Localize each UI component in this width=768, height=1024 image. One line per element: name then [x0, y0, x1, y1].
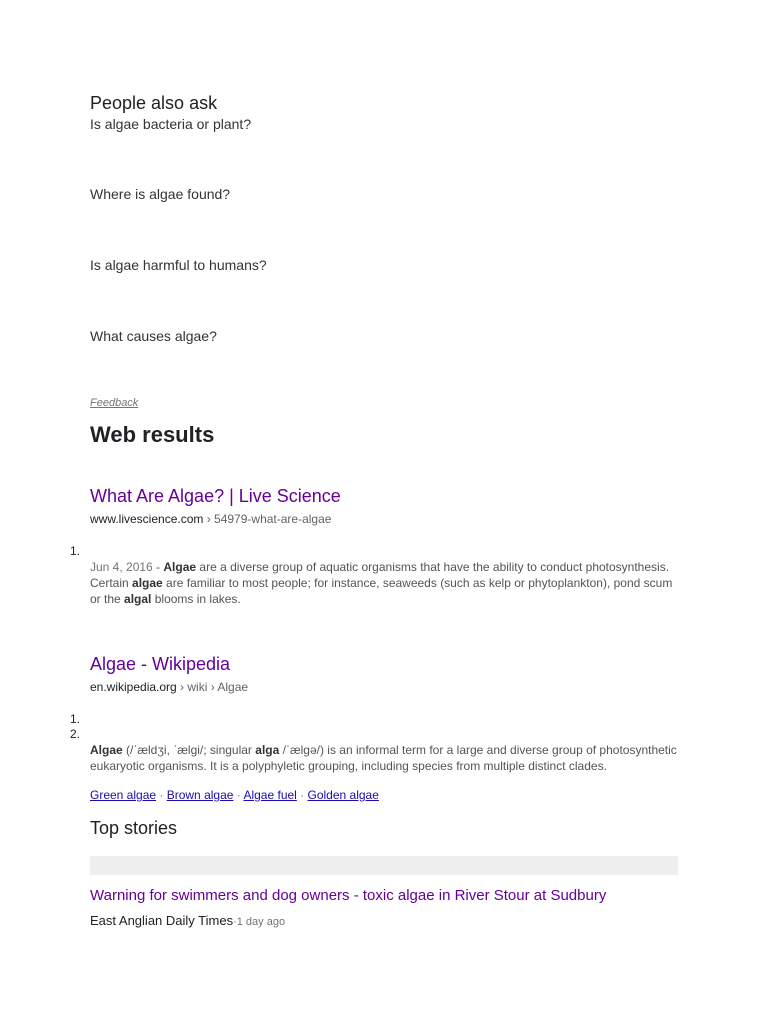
url-host: en.wikipedia.org	[90, 680, 177, 694]
top-stories-image-placeholder	[90, 856, 678, 875]
snippet-text: are familiar to most people; for instance, seaweeds (such as kelp or phytoplankton), pond scum or the	[90, 576, 673, 606]
snippet-text: blooms in lakes.	[151, 592, 241, 606]
snippet-bold: Algae	[163, 560, 197, 574]
people-also-ask-heading: People also ask	[90, 93, 218, 113]
snippet-text: -	[152, 560, 164, 574]
snippet-text: are a diverse group of aquatic organisms that have the ability to conduct photosynthesis. Certain	[90, 560, 670, 590]
sitelink-separator: ·	[233, 788, 244, 802]
result-url-wikipedia	[90, 680, 248, 694]
snippet-bold: alga	[255, 743, 280, 757]
story-separator: ·	[233, 916, 237, 928]
result-url-livescience	[90, 512, 331, 526]
snippet-text: (/ˈældʒi, ˈælɡi/; singular	[122, 743, 256, 757]
sitelink-separator: ·	[296, 788, 308, 802]
url-path: › 54979-what-are-algae	[203, 512, 332, 526]
story-meta	[90, 913, 285, 928]
list-number: 2.	[70, 727, 81, 741]
story-time: 1 day ago	[236, 916, 286, 928]
sitelink-separator: ·	[156, 788, 167, 802]
sitelinks	[90, 788, 379, 802]
paa-question-1[interactable]: Is algae bacteria or plant?	[90, 116, 252, 132]
url-path: › wiki › Algae	[176, 680, 249, 694]
list-number: 1.	[70, 544, 81, 558]
snippet-text: /ˈælɡə/) is an informal term for a large and diverse group of photosynthetic eukaryotic organisms. It is a polyphyletic grouping, including species from multiple distinct clades.	[90, 743, 677, 773]
story-source: East Anglian Daily Times	[90, 913, 234, 928]
result-title-wikipedia[interactable]: Algae - Wikipedia	[90, 654, 231, 674]
result-snippet-wikipedia	[90, 742, 680, 774]
result-snippet-livescience	[90, 559, 680, 607]
result-title-livescience[interactable]: What Are Algae? | Live Science	[90, 486, 341, 506]
url-host: www.livescience.com	[90, 512, 204, 526]
story-title-link[interactable]: Warning for swimmers and dog owners - toxic algae in River Stour at Sudbury	[90, 887, 607, 904]
result-date: Jun 4, 2016	[90, 560, 153, 574]
snippet-bold: Algae	[90, 743, 123, 757]
top-stories-heading: Top stories	[90, 818, 178, 838]
sitelink-golden-algae[interactable]: Golden algae	[307, 788, 379, 802]
snippet-bold: algal	[124, 592, 152, 606]
sitelink-green-algae[interactable]: Green algae	[90, 788, 157, 802]
web-results-heading: Web results	[90, 422, 215, 447]
snippet-bold: algae	[132, 576, 163, 590]
sitelink-brown-algae[interactable]: Brown algae	[166, 788, 234, 802]
paa-question-2[interactable]: Where is algae found?	[90, 186, 231, 202]
list-number: 1.	[70, 712, 81, 726]
sitelink-algae-fuel[interactable]: Algae fuel	[243, 788, 297, 802]
feedback-link[interactable]: Feedback	[90, 397, 139, 409]
paa-question-3[interactable]: Is algae harmful to humans?	[90, 257, 267, 273]
paa-question-4[interactable]: What causes algae?	[90, 328, 217, 344]
